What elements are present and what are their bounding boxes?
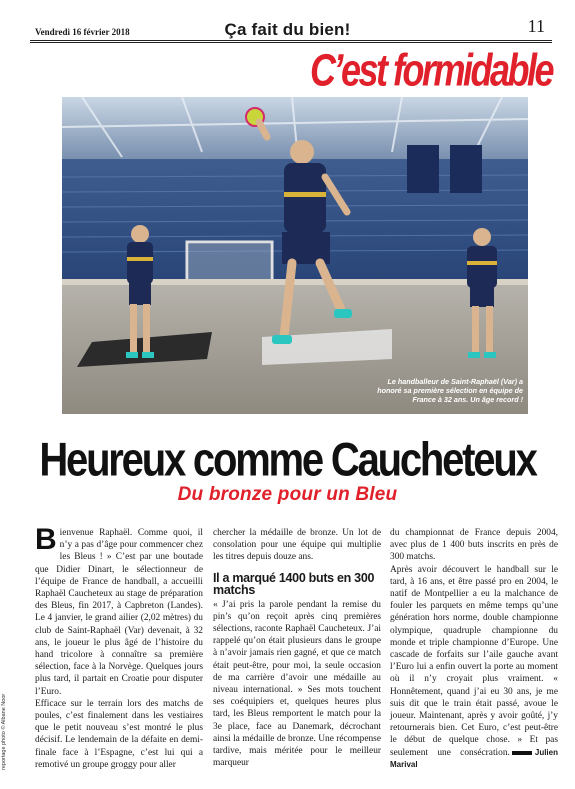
photo-credit: reportage photo © Albane Noor	[1, 693, 7, 770]
photo-caption: Le handballeur de Saint-Raphaël (Var) a honoré sa première sélection en équipe de France à 32 ans. Un âge record !	[377, 377, 523, 404]
handball-photo	[62, 97, 528, 414]
col2-paragraph-1: chercher la médaille de bronze. Un lot de consolation pour une équipe qui multiplie les titres depuis douze ans.	[213, 528, 381, 563]
issue-date: Vendredi 16 février 2018	[35, 27, 130, 37]
author-signature: Julien Marival	[390, 747, 558, 769]
header-rule-secondary	[30, 42, 552, 43]
col1-paragraph-1: ienvenue Raphaël. Comme quoi, il n’y a pas d’âge pour commencer chez les Bleus ! » C’est par une boutade que Didier Dinart, le sélectionneur de l’équipe de France de handball, a accueilli Raphaël Caucheteux au stage de préparation des Bleus, fin 2017, à Capbreton (Landes). Le 4 janvier, le grand ailier (2,02 mètres) du club de Saint-Raphaël (Var) devenait, à 32 ans, le joueur le plus âgé de l’histoire du hand tricolore à connaître sa première sélection, face à la Norvège. Quelques jours plus tard, il partait en Croatie pour disputer l’Euro.	[35, 528, 203, 697]
drop-cap: B	[35, 523, 57, 556]
article-column-3	[390, 527, 558, 771]
col2-paragraph-2: « J’ai pris la parole pendant la remise du pin’s qu’on reçoit après cinq premières sélections, raconte Raphaël Caucheteux. J’ai rappelé qu’on était plusieurs dans le groupe à n’avoir jamais rien gagné, et que ce match était peut-être, pour moi, la seule occasion de ma carrière d’avoir une médaille au niveau international. » Ses mots touchent ses coéquipiers et, quelques heures plus tard, les Bleus remportent le match pour la 3e place, face au Danemark, décrochant ainsi la médaille de bronze. Une récompense tardive, mais méritée pour le meilleur marqueur	[213, 599, 381, 769]
intertitle: Il a marqué 1400 buts en 300 matchs	[213, 570, 375, 597]
article-column-2	[213, 527, 381, 769]
rubric-banner: C’est formidable	[309, 44, 552, 96]
article-column-1	[35, 523, 203, 771]
col1-paragraph-2: Efficace sur le terrain lors des matchs de poules, c’est finalement dans les vestiaires que le petit nouveau s’est montré le plus décisif. Le lendemain de la défaite en demi-finale face à l’Espagne, c’est lui qui a remotivé un groupe groggy pour aller	[35, 698, 203, 770]
signature-bar	[512, 751, 532, 755]
article-subhead: Du bronze pour un Bleu	[177, 484, 398, 505]
article-headline: Heureux comme Caucheteux	[39, 434, 536, 486]
section-title: Ça fait du bien!	[224, 20, 351, 39]
header-rule	[30, 40, 552, 41]
col3-paragraph-1: du championnat de France depuis 2004, avec plus de 1 400 buts inscrits en près de 300 matchs.	[390, 528, 558, 563]
page-number: 11	[527, 16, 545, 36]
col3-paragraph-2: Après avoir découvert le handball sur le tard, à 16 ans, et être passé pro en 2004, le natif de Montpellier a eu la malchance de fouler les parquets en même temps qu’une génération hors norme, double championne olympique, quadruple championne du monde et triple championne d’Europe. Une cascade de forfaits sur l’aile gauche avant l’Euro lui a enfin ouvert la porte au moment où il n’y croyait plus vraiment. « Honnêtement, quand j’ai eu 30 ans, je me suis dit que le train était passé, avoue le joueur. Maintenant, après y avoir goûté, j’y retournerais bien. Cet Euro, c’est peut-être le début de quelque chose. » Et pas seulement une consécration.	[390, 564, 558, 758]
